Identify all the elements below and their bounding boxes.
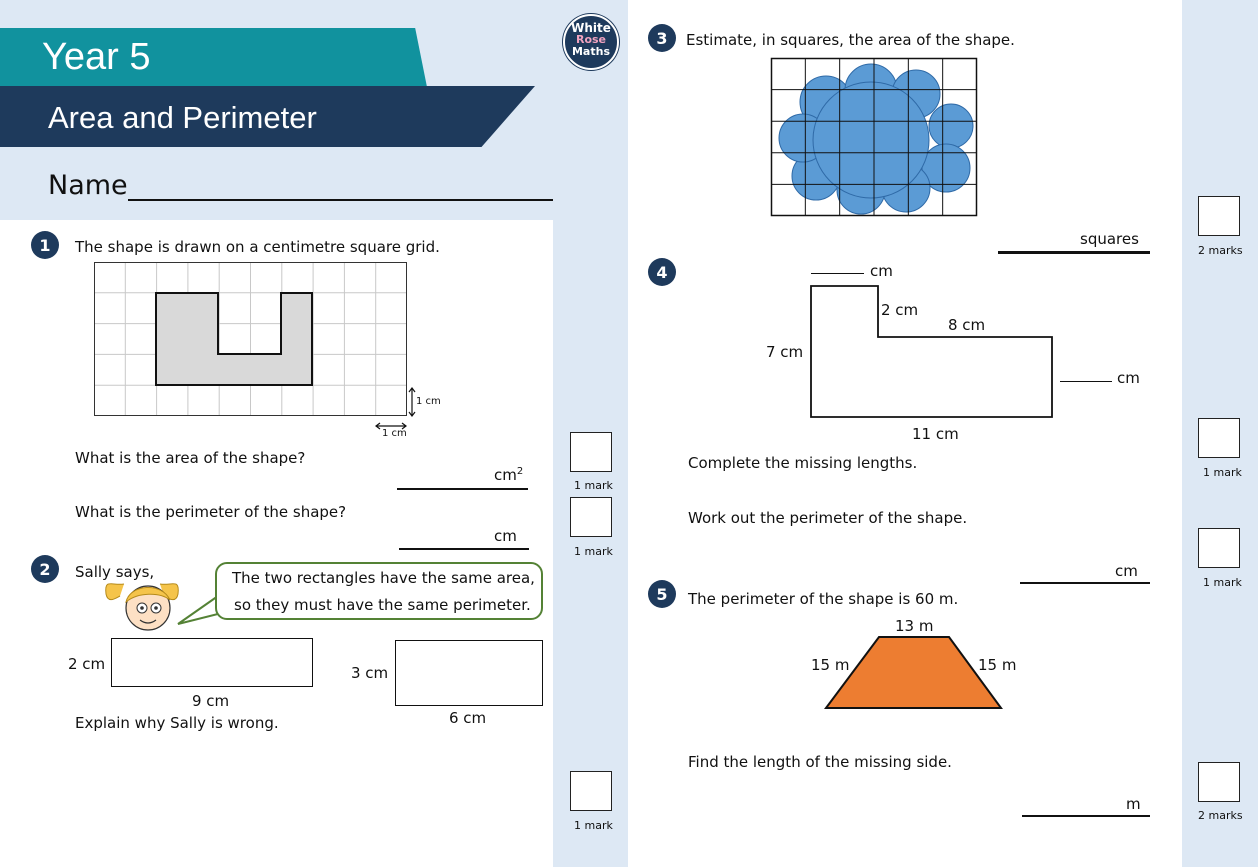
name-label: Name bbox=[48, 170, 128, 201]
q4-l-shape bbox=[810, 285, 1055, 420]
q2-rectangle-1 bbox=[111, 638, 313, 687]
q2-rect1-width: 9 cm bbox=[192, 692, 230, 710]
q4-bottom-label: 11 cm bbox=[912, 425, 959, 443]
q5-answer-line[interactable] bbox=[1022, 815, 1150, 817]
q3-mark-box[interactable] bbox=[1198, 196, 1240, 236]
q2-mark-box[interactable] bbox=[570, 771, 612, 811]
q4-perimeter-mark-label: 1 mark bbox=[1203, 576, 1242, 589]
q1-scale-horizontal: 1 cm bbox=[382, 428, 407, 439]
q4-right-answer-line[interactable] bbox=[1060, 381, 1112, 382]
sally-avatar bbox=[102, 576, 182, 636]
q1-perimeter-mark-box[interactable] bbox=[570, 497, 612, 537]
question-5-badge: 5 bbox=[648, 580, 676, 608]
white-rose-logo: White Rose Maths bbox=[563, 14, 619, 70]
q4-right-unit: cm bbox=[1117, 369, 1140, 387]
name-answer-line[interactable] bbox=[128, 199, 553, 201]
q4-missing-mark-box[interactable] bbox=[1198, 418, 1240, 458]
q3-cloud-grid bbox=[771, 58, 977, 216]
q5-trapezium bbox=[824, 636, 1004, 711]
q1-area-answer-line[interactable] bbox=[397, 488, 528, 490]
question-4-badge: 4 bbox=[648, 258, 676, 286]
q4-perimeter-unit: cm bbox=[1115, 562, 1138, 580]
speech-line-2: so they must have the same perimeter. bbox=[234, 596, 531, 614]
q2-rect2-height: 3 cm bbox=[351, 664, 389, 682]
q3-prompt: Estimate, in squares, the area of the shape. bbox=[686, 31, 1015, 49]
q1-area-unit: $cm^2$ bbox=[494, 466, 524, 484]
q4-step-label: 2 cm bbox=[881, 301, 919, 319]
q1-shape bbox=[156, 293, 312, 385]
q3-mark-label: 2 marks bbox=[1198, 244, 1243, 257]
q4-missing-mark-label: 1 mark bbox=[1203, 466, 1242, 479]
question-3-badge: 3 bbox=[648, 24, 676, 52]
topic-title: Area and Perimeter bbox=[48, 100, 317, 135]
q1-perimeter-question: What is the perimeter of the shape? bbox=[75, 503, 347, 521]
q4-left-label: 7 cm bbox=[766, 343, 804, 361]
q5-question: Find the length of the missing side. bbox=[688, 753, 952, 771]
q5-mark-box[interactable] bbox=[1198, 762, 1240, 802]
q4-perimeter-mark-box[interactable] bbox=[1198, 528, 1240, 568]
q5-right-label: 15 m bbox=[978, 656, 1017, 674]
question-1-badge: 1 bbox=[31, 231, 59, 259]
q1-perimeter-answer-line[interactable] bbox=[399, 548, 529, 550]
q5-trapezium-shape bbox=[826, 637, 1001, 708]
question-2-badge: 2 bbox=[31, 555, 59, 583]
q1-area-question: What is the area of the shape? bbox=[75, 449, 306, 467]
q1-area-mark-box[interactable] bbox=[570, 432, 612, 472]
q4-perimeter-answer-line[interactable] bbox=[1020, 582, 1150, 584]
q1-grid-diagram bbox=[94, 262, 407, 416]
q4-top-right-label: 8 cm bbox=[948, 316, 986, 334]
q4-top-answer-line[interactable] bbox=[811, 273, 864, 274]
q3-answer-line[interactable] bbox=[998, 251, 1150, 254]
q4-top-unit: cm bbox=[870, 262, 893, 280]
q2-rectangle-2 bbox=[395, 640, 543, 706]
q1-area-mark-label: 1 mark bbox=[574, 479, 613, 492]
q2-rect2-width: 6 cm bbox=[449, 709, 487, 727]
q4-perimeter-prompt: Work out the perimeter of the shape. bbox=[688, 509, 968, 527]
q2-prompt: Explain why Sally is wrong. bbox=[75, 714, 279, 732]
q2-rect1-height: 2 cm bbox=[68, 655, 106, 673]
q5-mark-label: 2 marks bbox=[1198, 809, 1243, 822]
speech-line-1: The two rectangles have the same area, bbox=[232, 569, 535, 587]
q5-unit: m bbox=[1126, 795, 1141, 813]
q3-cloud-shape bbox=[779, 64, 973, 214]
q2-intro: Sally says, bbox=[75, 563, 155, 581]
q5-top-label: 13 m bbox=[895, 617, 934, 635]
q5-left-label: 15 m bbox=[811, 656, 850, 674]
q3-unit: squares bbox=[1080, 230, 1139, 248]
q1-perimeter-mark-label: 1 mark bbox=[574, 545, 613, 558]
q1-perimeter-unit: cm bbox=[494, 527, 517, 545]
q4-missing-prompt: Complete the missing lengths. bbox=[688, 454, 918, 472]
q5-prompt: The perimeter of the shape is 60 m. bbox=[688, 590, 959, 608]
q1-prompt: The shape is drawn on a centimetre square grid. bbox=[75, 238, 440, 256]
q2-mark-label: 1 mark bbox=[574, 819, 613, 832]
q1-scale-vertical: 1 cm bbox=[416, 396, 441, 407]
year-title: Year 5 bbox=[42, 36, 151, 78]
